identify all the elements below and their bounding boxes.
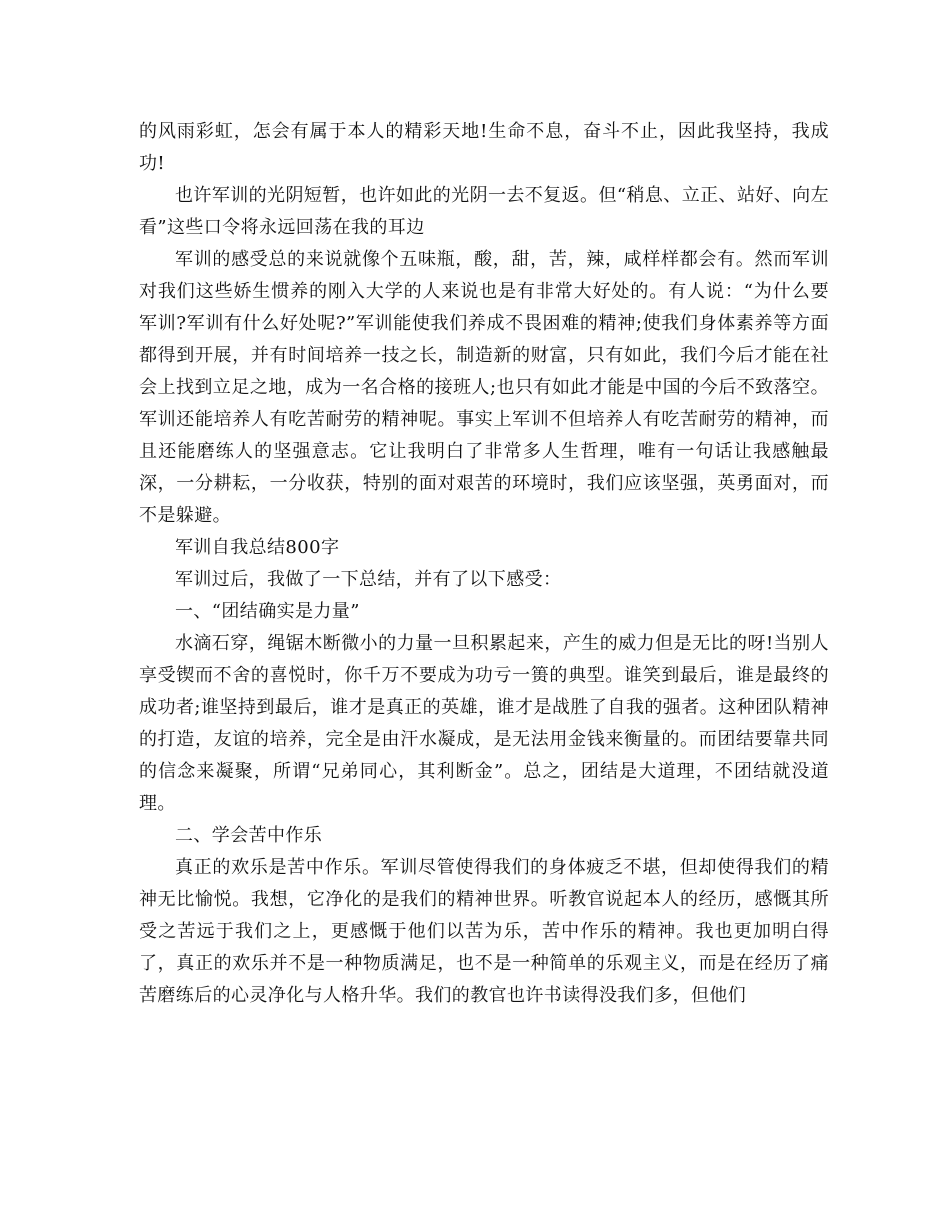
- heading-1: 一、“团结确实是力量”: [175, 601, 360, 622]
- body-text: [139, 116, 829, 1012]
- paragraph-3: 军训的感受总的来说就像个五味瓶，酸，甜，苦，辣，咸样样都会有。然而军训对我们这些娇生惯养的刚入大学的人来说也是有非常大好处的。有人说：“为什么要军训?军训有什么好处呢?”军训能使我们养成不畏困难的精神;使我们身体素养等方面都得到开展，并有时间培养一技之长，制造新的财富，只有如此，我们今后才能在社会上找到立足之地，成为一名合格的接班人;也只有如此才能是中国的今后不致落空。军训还能培养人有吃苦耐劳的精神呢。事实上军训不但培养人有吃苦耐劳的精神，而且还能磨练人的坚强意志。它让我明白了非常多人生哲理，唯有一句话让我感触最深，一分耕耘，一分收获，特别的面对艰苦的环境时，我们应该坚强，英勇面对，而不是躲避。: [139, 249, 829, 526]
- heading-2: 二、学会苦中作乐: [175, 825, 323, 846]
- paragraph-1: 的风雨彩虹，怎会有属于本人的精彩天地!生命不息，奋斗不止，因此我坚持，我成功!: [139, 121, 829, 174]
- section-title: 军训自我总结800字: [175, 537, 340, 558]
- paragraph-joy: 真正的欢乐是苦中作乐。军训尽管使得我们的身体疲乏不堪，但却使得我们的精神无比愉悦。我想，它净化的是我们的精神世界。听教官说起本人的经历，感慨其所受之苦远于我们之上，更感慨于他们以苦为乐，苦中作乐的精神。我也更加明白得了，真正的欢乐并不是一种物质满足，也不是一种简单的乐观主义，而是在经历了痛苦磨练后的心灵净化与人格升华。我们的教官也许书读得没我们多，但他们: [139, 857, 829, 1006]
- paragraph-2: 也许军训的光阴短暂，也许如此的光阴一去不复返。但“稍息、立正、站好、向左看”这些口令将永远回荡在我的耳边: [139, 185, 829, 238]
- paragraph-unity: 水滴石穿，绳锯木断微小的力量一旦积累起来，产生的威力但是无比的呀!当别人享受锲而不舍的喜悦时，你千万不要成为功亏一篑的典型。谁笑到最后，谁是最终的成功者;谁坚持到最后，谁才是真正的英雄，谁才是战胜了自我的强者。这种团队精神的打造，友谊的培养，完全是由汗水凝成，是无法用金钱来衡量的。而团结要靠共同的信念来凝聚，所谓“兄弟同心，其利断金”。总之，团结是大道理，不团结就没道理。: [139, 633, 829, 814]
- paragraph-intro: 军训过后，我做了一下总结，并有了以下感受：: [175, 569, 562, 590]
